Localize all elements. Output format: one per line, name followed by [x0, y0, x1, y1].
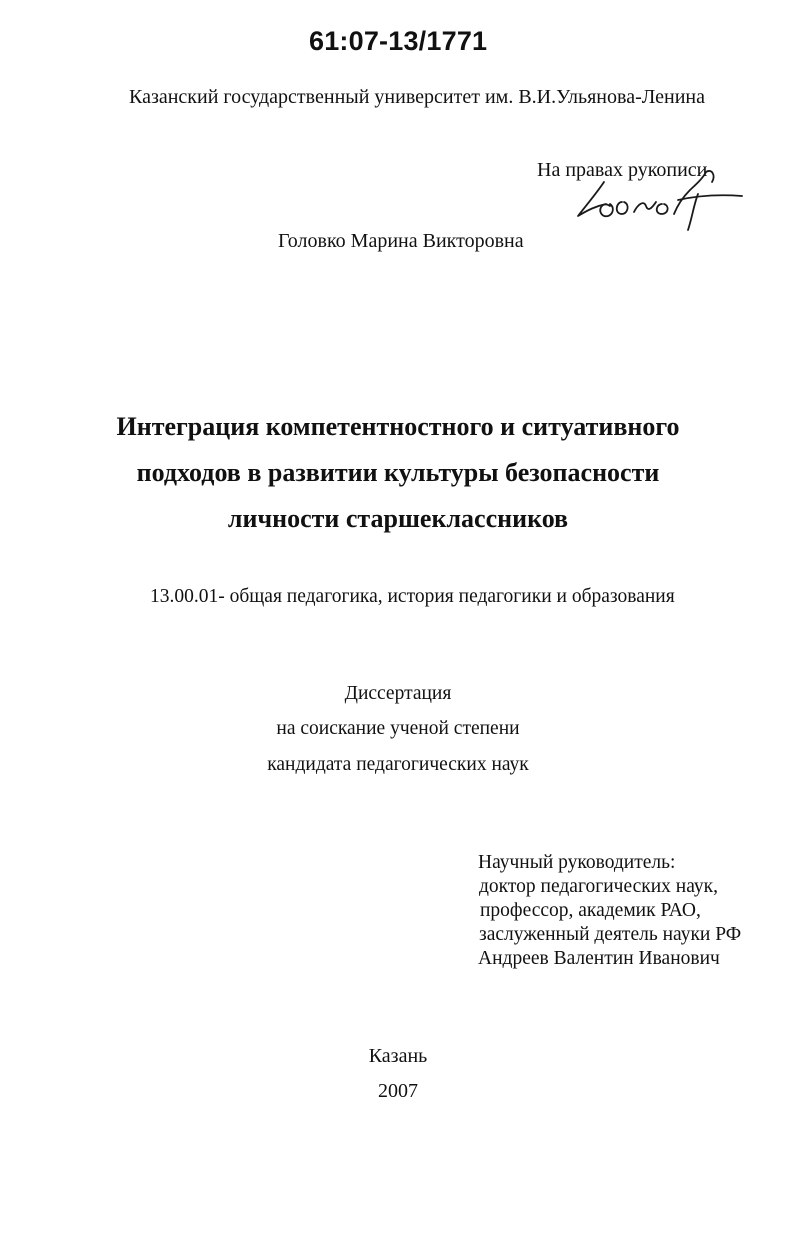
dissertation-line-3: кандидата педагогических наук [267, 754, 529, 775]
title-line-3: личности старшеклассников [227, 504, 569, 533]
supervisor-rank: профессор, академик РАО, [480, 900, 701, 921]
university-name: Казанский государственный университет им. В.И.Ульянова-Ленина [129, 86, 706, 108]
specialty-code: 13.00.01- общая педагогика, история педагогики и образования [150, 586, 675, 607]
catalog-number: 61:07-13/1771 [309, 26, 488, 56]
supervisor-name: Андреев Валентин Иванович [478, 948, 720, 969]
title-line-2: подходов в развитии культуры безопасности [136, 458, 660, 487]
year: 2007 [378, 1080, 418, 1102]
author-name: Головко Марина Викторовна [278, 230, 524, 252]
title-line-1: Интеграция компетентностного и ситуативного [116, 412, 680, 441]
dissertation-line-1: Диссертация [344, 683, 452, 704]
rights-note: На правах рукописи [537, 159, 708, 181]
supervisor-heading: Научный руководитель: [478, 852, 676, 873]
dissertation-line-2: на соискание ученой степени [276, 718, 520, 739]
handwritten-signature [566, 160, 746, 238]
supervisor-honor: заслуженный деятель науки РФ [479, 924, 742, 945]
supervisor-degree: доктор педагогических наук, [479, 876, 718, 897]
city: Казань [368, 1045, 428, 1067]
